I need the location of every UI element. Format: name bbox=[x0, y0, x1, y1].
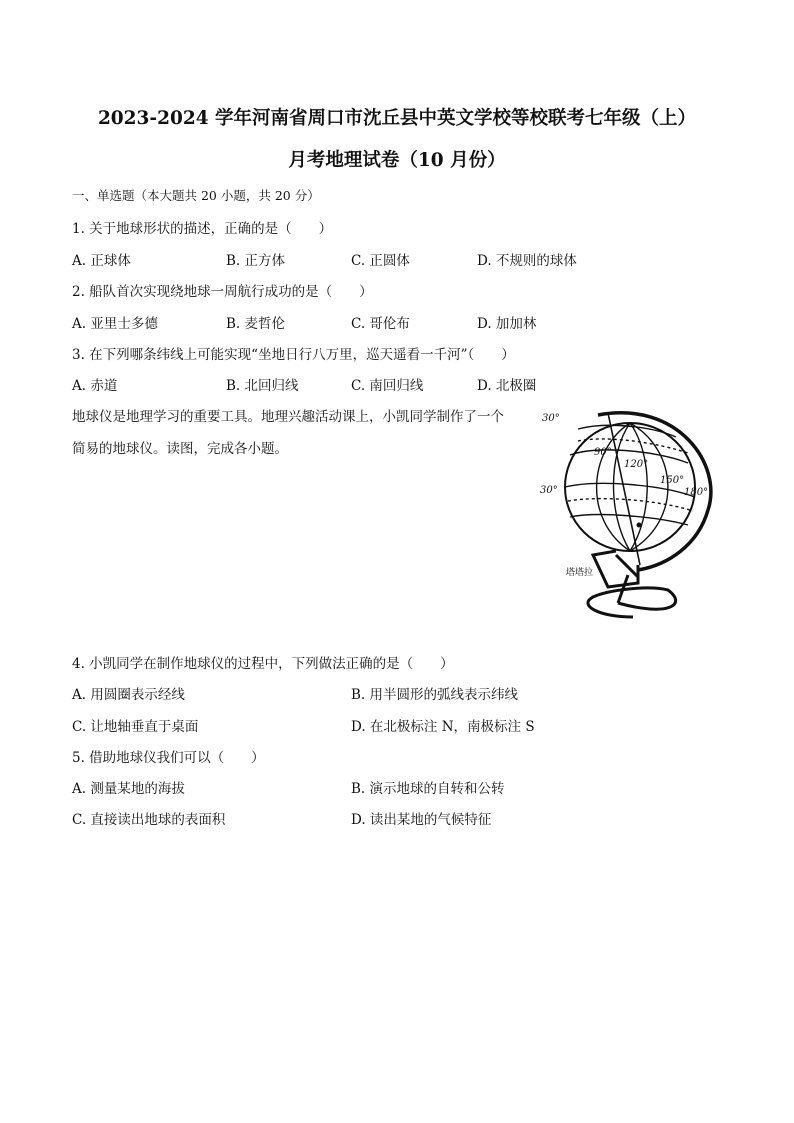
lon-label-120: 120° bbox=[624, 459, 649, 470]
lon-label-150: 150° bbox=[660, 475, 685, 486]
question-1-stem: 1. 关于地球形状的描述，正确的是（ ） bbox=[72, 221, 333, 237]
question-1-option-c[interactable]: C. 正圆体 bbox=[351, 253, 410, 269]
question-2-option-a[interactable]: A. 亚里士多德 bbox=[72, 316, 158, 332]
question-4-option-c[interactable]: C. 让地轴垂直于桌面 bbox=[72, 719, 199, 735]
question-2-option-d[interactable]: D. 加加林 bbox=[477, 316, 537, 332]
question-1-option-a[interactable]: A. 正球体 bbox=[72, 253, 131, 269]
question-3-option-c[interactable]: C. 南回归线 bbox=[351, 378, 424, 394]
question-5-option-d[interactable]: D. 读出某地的气候特征 bbox=[351, 812, 492, 828]
question-5-option-c[interactable]: C. 直接读出地球的表面积 bbox=[72, 812, 226, 828]
question-3-option-d[interactable]: D. 北极圈 bbox=[477, 378, 537, 394]
exam-title-line2: 月考地理试卷（10 月份） bbox=[288, 150, 506, 171]
exam-title-line1: 2023-2024 学年河南省周口市沈丘县中英文学校等校联考七年级（上） bbox=[97, 108, 697, 129]
question-5-option-b[interactable]: B. 演示地球的自转和公转 bbox=[351, 781, 505, 797]
question-2-stem: 2. 船队首次实现绕地球一周航行成功的是（ ） bbox=[72, 284, 373, 300]
lat-label-top: 30° bbox=[542, 413, 560, 424]
question-3-stem: 3. 在下列哪条纬线上可能实现“坐地日行八万里，巡天遥看一千河”（ ） bbox=[72, 347, 515, 363]
passage-line-2: 简易的地球仪。读图，完成各小题。 bbox=[72, 441, 288, 457]
question-5-option-a[interactable]: A. 测量某地的海拔 bbox=[72, 781, 185, 797]
question-2-option-b[interactable]: B. 麦哲伦 bbox=[226, 316, 286, 332]
question-1-option-d[interactable]: D. 不规则的球体 bbox=[477, 253, 577, 269]
section-heading: 一、单选题（本大题共 20 小题，共 20 分） bbox=[72, 188, 320, 203]
question-2-option-c[interactable]: C. 哥伦布 bbox=[351, 316, 410, 332]
lat-label-bottom: 30° bbox=[540, 485, 558, 496]
lon-label-90: 90° bbox=[594, 447, 612, 458]
question-4-option-a[interactable]: A. 用圆圈表示经线 bbox=[72, 687, 185, 703]
question-5-stem: 5. 借助地球仪我们可以（ ） bbox=[72, 750, 265, 766]
passage-line-1: 地球仪是地理学习的重要工具。地理兴趣活动课上，小凯同学制作了一个 bbox=[72, 409, 504, 425]
question-3-option-a[interactable]: A. 赤道 bbox=[72, 378, 118, 394]
question-1-option-b[interactable]: B. 正方体 bbox=[226, 253, 286, 269]
lon-label-180: 180° bbox=[684, 487, 709, 498]
question-4-option-b[interactable]: B. 用半圆形的弧线表示纬线 bbox=[351, 687, 519, 703]
question-3-option-b[interactable]: B. 北回归线 bbox=[226, 378, 299, 394]
stand-label: 塔塔拉 bbox=[566, 568, 594, 578]
question-4-stem: 4. 小凯同学在制作地球仪的过程中，下列做法正确的是（ ） bbox=[72, 656, 454, 672]
globe-figure bbox=[538, 405, 718, 620]
question-4-option-d[interactable]: D. 在北极标注 N，南极标注 S bbox=[351, 719, 535, 735]
